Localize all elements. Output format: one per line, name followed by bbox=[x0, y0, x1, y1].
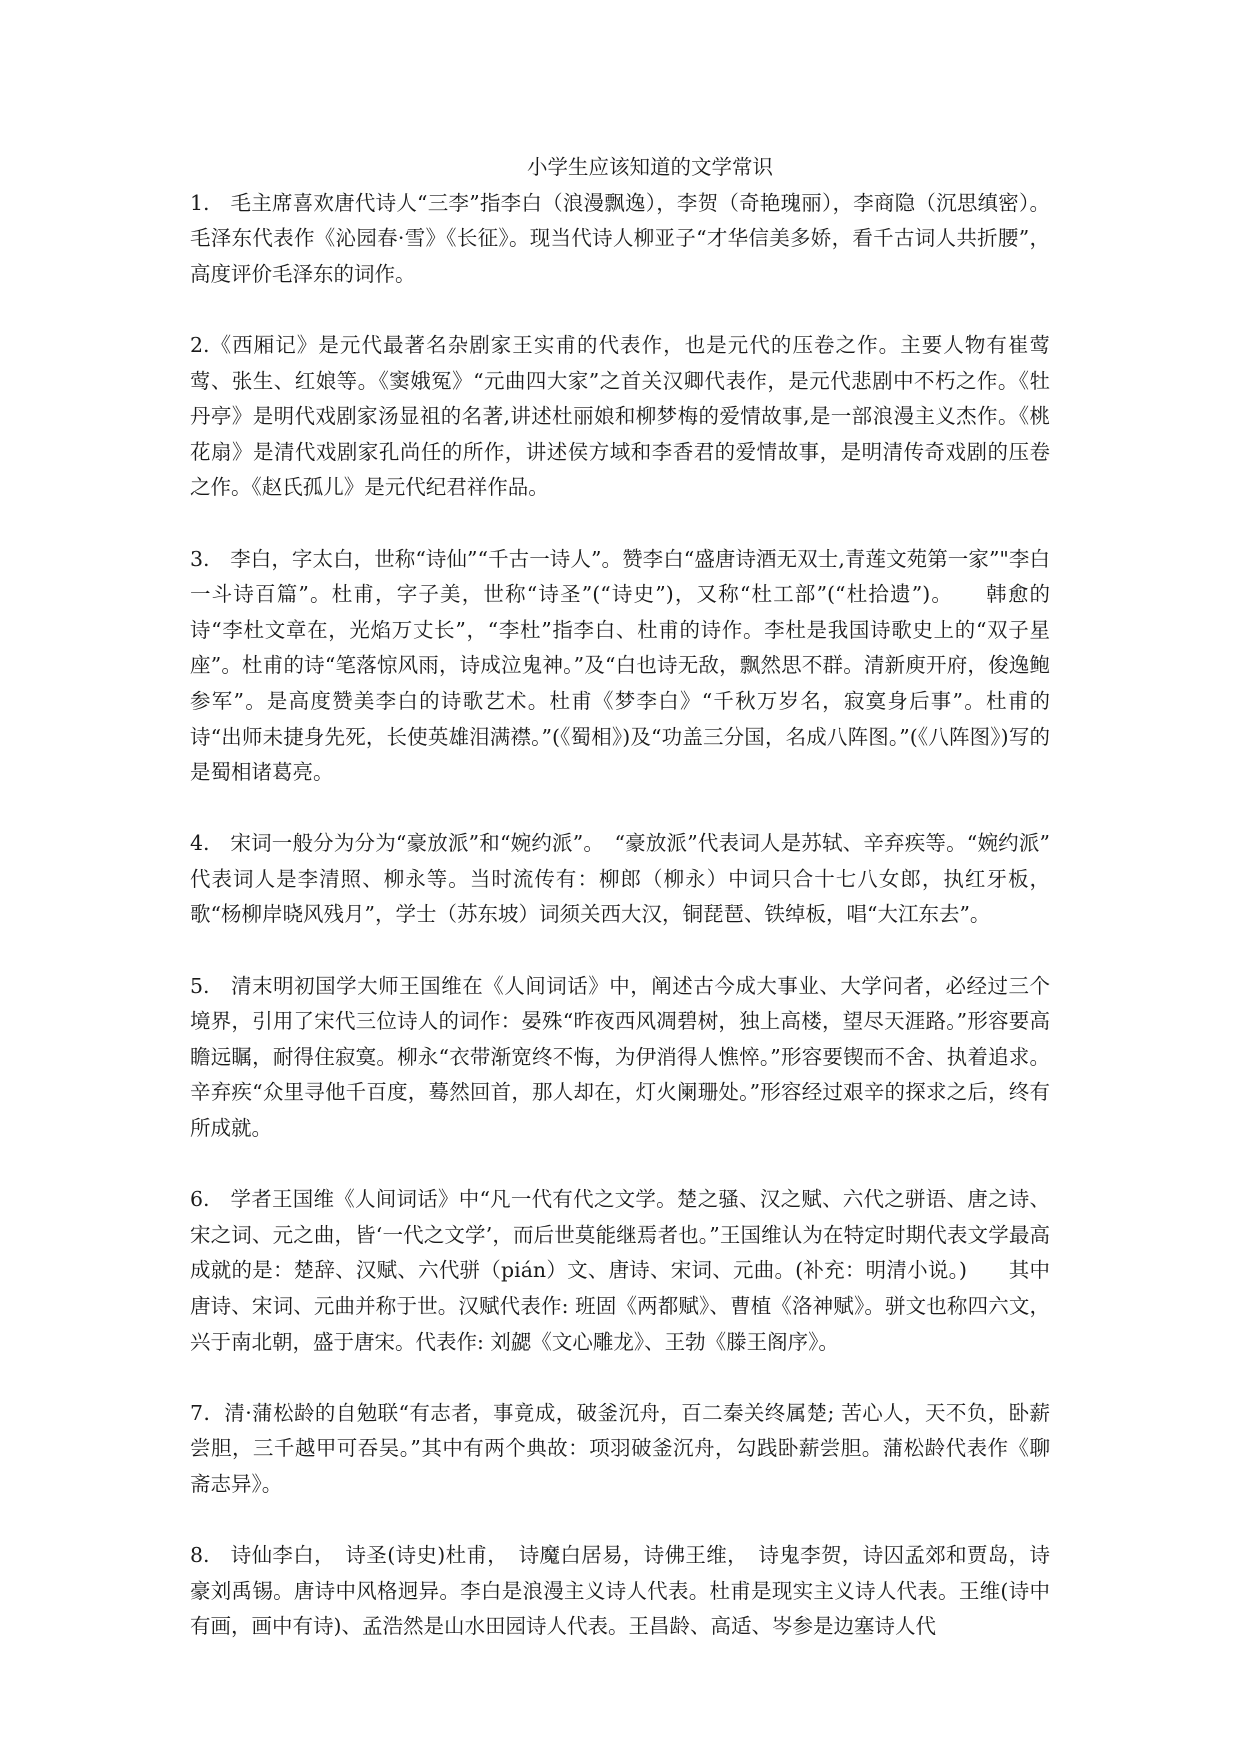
document-body bbox=[190, 150, 1071, 1681]
paragraph-8: 8. 诗仙李白， 诗圣(诗史)杜甫， 诗魔白居易，诗佛王维， 诗鬼李贺，诗囚孟郊和贾岛，诗豪刘禹锡。唐诗中风格迥异。李白是浪漫主义诗人代表。杜甫是现实主义诗人代表。王维(诗中有画，画中有诗)、孟浩然是山水田园诗人代表。王昌龄、高适、岑参是边塞诗人代 bbox=[190, 1543, 1050, 1639]
paragraph-1: 1. 毛主席喜欢唐代诗人“三李”指李白（浪漫飘逸），李贺（奇艳瑰丽），李商隐（沉思缜密）。毛泽东代表作《沁园春·雪》《长征》。现当代诗人柳亚子“才华信美多娇，看千古词人共折腰”，高度评价毛泽东的词作。 bbox=[190, 190, 1050, 286]
paragraph-3: 3. 李白，字太白，世称“诗仙”“千古一诗人”。赞李白“盛唐诗酒无双士,青莲文苑第一家”"李白一斗诗百篇”。杜甫，字子美，世称“诗圣”(“诗史”)，又称“杜工部”(“杜拾遗”)。 韩愈的诗“李杜文章在，光焰万丈长”，“李杜”指李白、杜甫的诗作。李杜是我国诗歌史上的“双子星座”。杜甫的诗“笔落惊风雨，诗成泣鬼神。”及“白也诗无敌，飘然思不群。清新庾开府，俊逸鲍参军”。是高度赞美李白的诗歌艺术。杜甫《梦李白》“千秋万岁名，寂寞身后事”。杜甫的诗“出师未捷身先死，长使英雄泪满襟。”(《蜀相》)及“功盖三分国，名成八阵图。”(《八阵图》)写的是蜀相诸葛亮。 bbox=[190, 546, 1050, 785]
paragraph-7: 7．清·蒲松龄的自勉联“有志者，事竟成，破釜沉舟，百二秦关终属楚; 苦心人，天不负，卧薪尝胆，三千越甲可吞吴。”其中有两个典故：项羽破釜沉舟，勾践卧薪尝胆。蒲松龄代表作《聊斋志异》。 bbox=[190, 1400, 1050, 1496]
paragraph-2: 2.《西厢记》是元代最著名杂剧家王实甫的代表作，也是元代的压卷之作。主要人物有崔莺莺、张生、红娘等。《窦娥冤》“元曲四大家”之首关汉卿代表作，是元代悲剧中不朽之作。《牡丹亭》是明代戏剧家汤显祖的名著,讲述杜丽娘和柳梦梅的爱情故事,是一部浪漫主义杰作。《桃花扇》是清代戏剧家孔尚任的所作，讲述侯方域和李香君的爱情故事，是明清传奇戏剧的压卷之作。《赵氏孤儿》是元代纪君祥作品。 bbox=[190, 332, 1050, 500]
document-title: 小学生应该知道的文学常识 bbox=[527, 155, 773, 179]
paragraph-4: 4. 宋词一般分为分为“豪放派”和“婉约派”。 “豪放派”代表词人是苏轼、辛弃疾等。“婉约派” 代表词人是李清照、柳永等。当时流传有：柳郎（柳永）中词只合十七八女郎，执红牙板，歌“杨柳岸晓风残月”，学士（苏东坡）词须关西大汉，铜琵琶、铁绰板，唱“大江东去”。 bbox=[190, 831, 1071, 927]
paragraph-6: 6. 学者王国维《人间词话》中“凡一代有代之文学。楚之骚、汉之赋、六代之骈语、唐之诗、宋之词、元之曲，皆‘一代之文学’，而后世莫能继焉者也。”王国维认为在特定时期代表文学最高成就的是：楚辞、汉赋、六代骈（pián）文、唐诗、宋词、元曲。(补充：明清小说。) 其中唐诗、宋词、元曲并称于世。汉赋代表作: 班固《两都赋》、曹植《洛神赋》。骈文也称四六文，兴于南北朝，盛于唐宋。代表作: 刘勰《文心雕龙》、王勃《滕王阁序》。 bbox=[190, 1187, 1050, 1354]
paragraph-5: 5. 清末明初国学大师王国维在《人间词话》中，阐述古今成大事业、大学问者，必经过三个境界，引用了宋代三位诗人的词作：晏殊“昨夜西风凋碧树，独上高楼，望尽天涯路。”形容要高瞻远瞩，耐得住寂寞。柳永“衣带渐宽终不悔，为伊消得人憔悴。”形容要锲而不舍、执着追求。辛弃疾“众里寻他千百度，蓦然回首，那人却在，灯火阑珊处。”形容经过艰辛的探求之后，终有所成就。 bbox=[190, 973, 1050, 1141]
